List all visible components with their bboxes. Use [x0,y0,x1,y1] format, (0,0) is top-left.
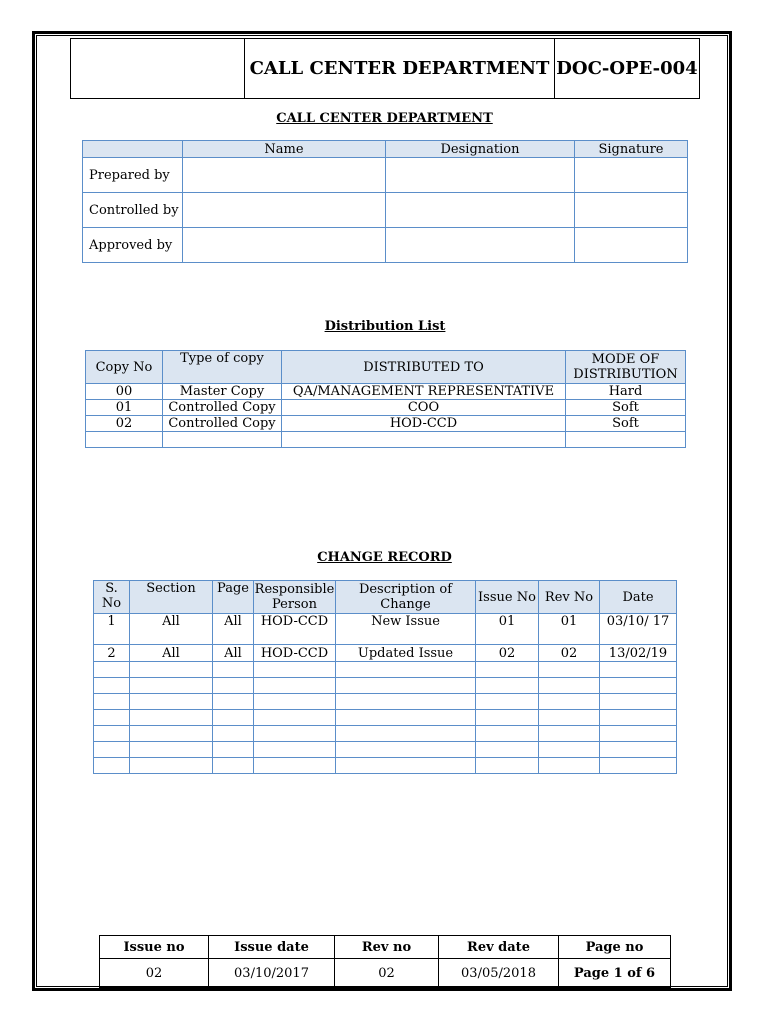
column-header: Responsible Person [254,582,335,612]
table-cell [282,432,566,448]
empty-row [94,678,677,694]
column-header: DISTRIBUTED TO [282,351,566,384]
change-record-header-row [94,581,677,614]
column-header: S. No [94,581,130,614]
approval-heading: CALL CENTER DEPARTMENT [276,111,493,126]
column-header: Issue No [476,581,539,614]
table-cell: 03/10/ 17 [600,614,677,645]
table-cell: 01 [476,614,539,645]
column-header: Copy No [86,351,163,384]
designation-cell [386,158,575,193]
table-cell: Hard [566,384,686,400]
table-cell: Controlled Copy [163,416,282,432]
column-header: Type of copy [163,351,282,384]
column-header: Rev date [439,936,559,959]
table-cell: HOD-CCD [254,645,336,662]
table-cell: New Issue [336,614,476,645]
page-number: Page 1 of 6 [559,959,671,988]
table-cell: 2 [94,645,130,662]
table-cell: 01 [539,614,600,645]
distribution-header-row [86,351,686,384]
name-cell [183,158,386,193]
column-header: Designation [386,141,575,158]
table-cell: 13/02/19 [600,645,677,662]
header-title: CALL CENTER DEPARTMENT [245,39,555,99]
column-header: Page [213,581,254,614]
table-cell: 1 [94,614,130,645]
table-cell: 02 [476,645,539,662]
signature-cell [575,228,688,263]
signature-cell [575,193,688,228]
table-cell: Updated Issue [336,645,476,662]
table-cell: All [213,645,254,662]
table-cell: All [130,645,213,662]
column-header: Rev No [539,581,600,614]
empty-row [94,758,677,774]
table-cell: COO [282,400,566,416]
table-cell: All [130,614,213,645]
table-cell [86,432,163,448]
approval-header-row [83,141,688,158]
empty-row [94,726,677,742]
table-row [86,432,686,448]
column-header: MODE OF DISTRIBUTION [566,351,686,384]
empty-row [94,710,677,726]
row-label: Approved by [83,228,183,263]
table-cell: Soft [566,400,686,416]
table-cell: QA/MANAGEMENT REPRESENTATIVE [282,384,566,400]
table-row [86,416,686,432]
column-header: Rev no [335,936,439,959]
footer-table [99,935,671,988]
table-row [83,193,688,228]
column-header: Issue no [100,936,209,959]
table-cell: HOD-CCD [254,614,336,645]
empty-row [94,694,677,710]
table-cell: 02 [86,416,163,432]
table-cell: 02 [539,645,600,662]
column-header: Page no [559,936,671,959]
signature-cell [575,158,688,193]
column-header: Name [183,141,386,158]
table-cell: Controlled Copy [163,400,282,416]
designation-cell [386,228,575,263]
issue-date: 03/10/2017 [209,959,335,988]
change-record-heading: CHANGE RECORD [317,550,452,565]
column-header: Section [130,581,213,614]
table-cell: HOD-CCD [282,416,566,432]
distribution-table [85,350,686,448]
table-row [83,228,688,263]
rev-no: 02 [335,959,439,988]
name-cell [183,228,386,263]
column-header [83,141,183,158]
table-row [94,614,677,645]
approval-table [82,140,688,263]
table-cell: All [213,614,254,645]
row-label: Controlled by [83,193,183,228]
table-cell [163,432,282,448]
table-row [86,400,686,416]
distribution-heading: Distribution List [324,319,446,334]
issue-no: 02 [100,959,209,988]
table-cell: Master Copy [163,384,282,400]
row-label: Prepared by [83,158,183,193]
table-row [94,645,677,662]
table-row [86,384,686,400]
empty-row [94,742,677,758]
table-cell: Soft [566,416,686,432]
table-cell: 00 [86,384,163,400]
name-cell [183,193,386,228]
rev-date: 03/05/2018 [439,959,559,988]
table-row [83,158,688,193]
designation-cell [386,193,575,228]
document-header [70,38,700,99]
document-code: DOC-OPE-004 [555,39,700,99]
column-header: Description of Change [336,581,476,614]
column-header: Issue date [209,936,335,959]
footer-header-row [100,936,671,959]
column-header: Date [600,581,677,614]
footer-value-row [100,959,671,988]
empty-row [94,662,677,678]
change-record-table [93,580,677,774]
logo-cell [71,39,245,99]
table-cell: 01 [86,400,163,416]
column-header: Signature [575,141,688,158]
table-cell [566,432,686,448]
